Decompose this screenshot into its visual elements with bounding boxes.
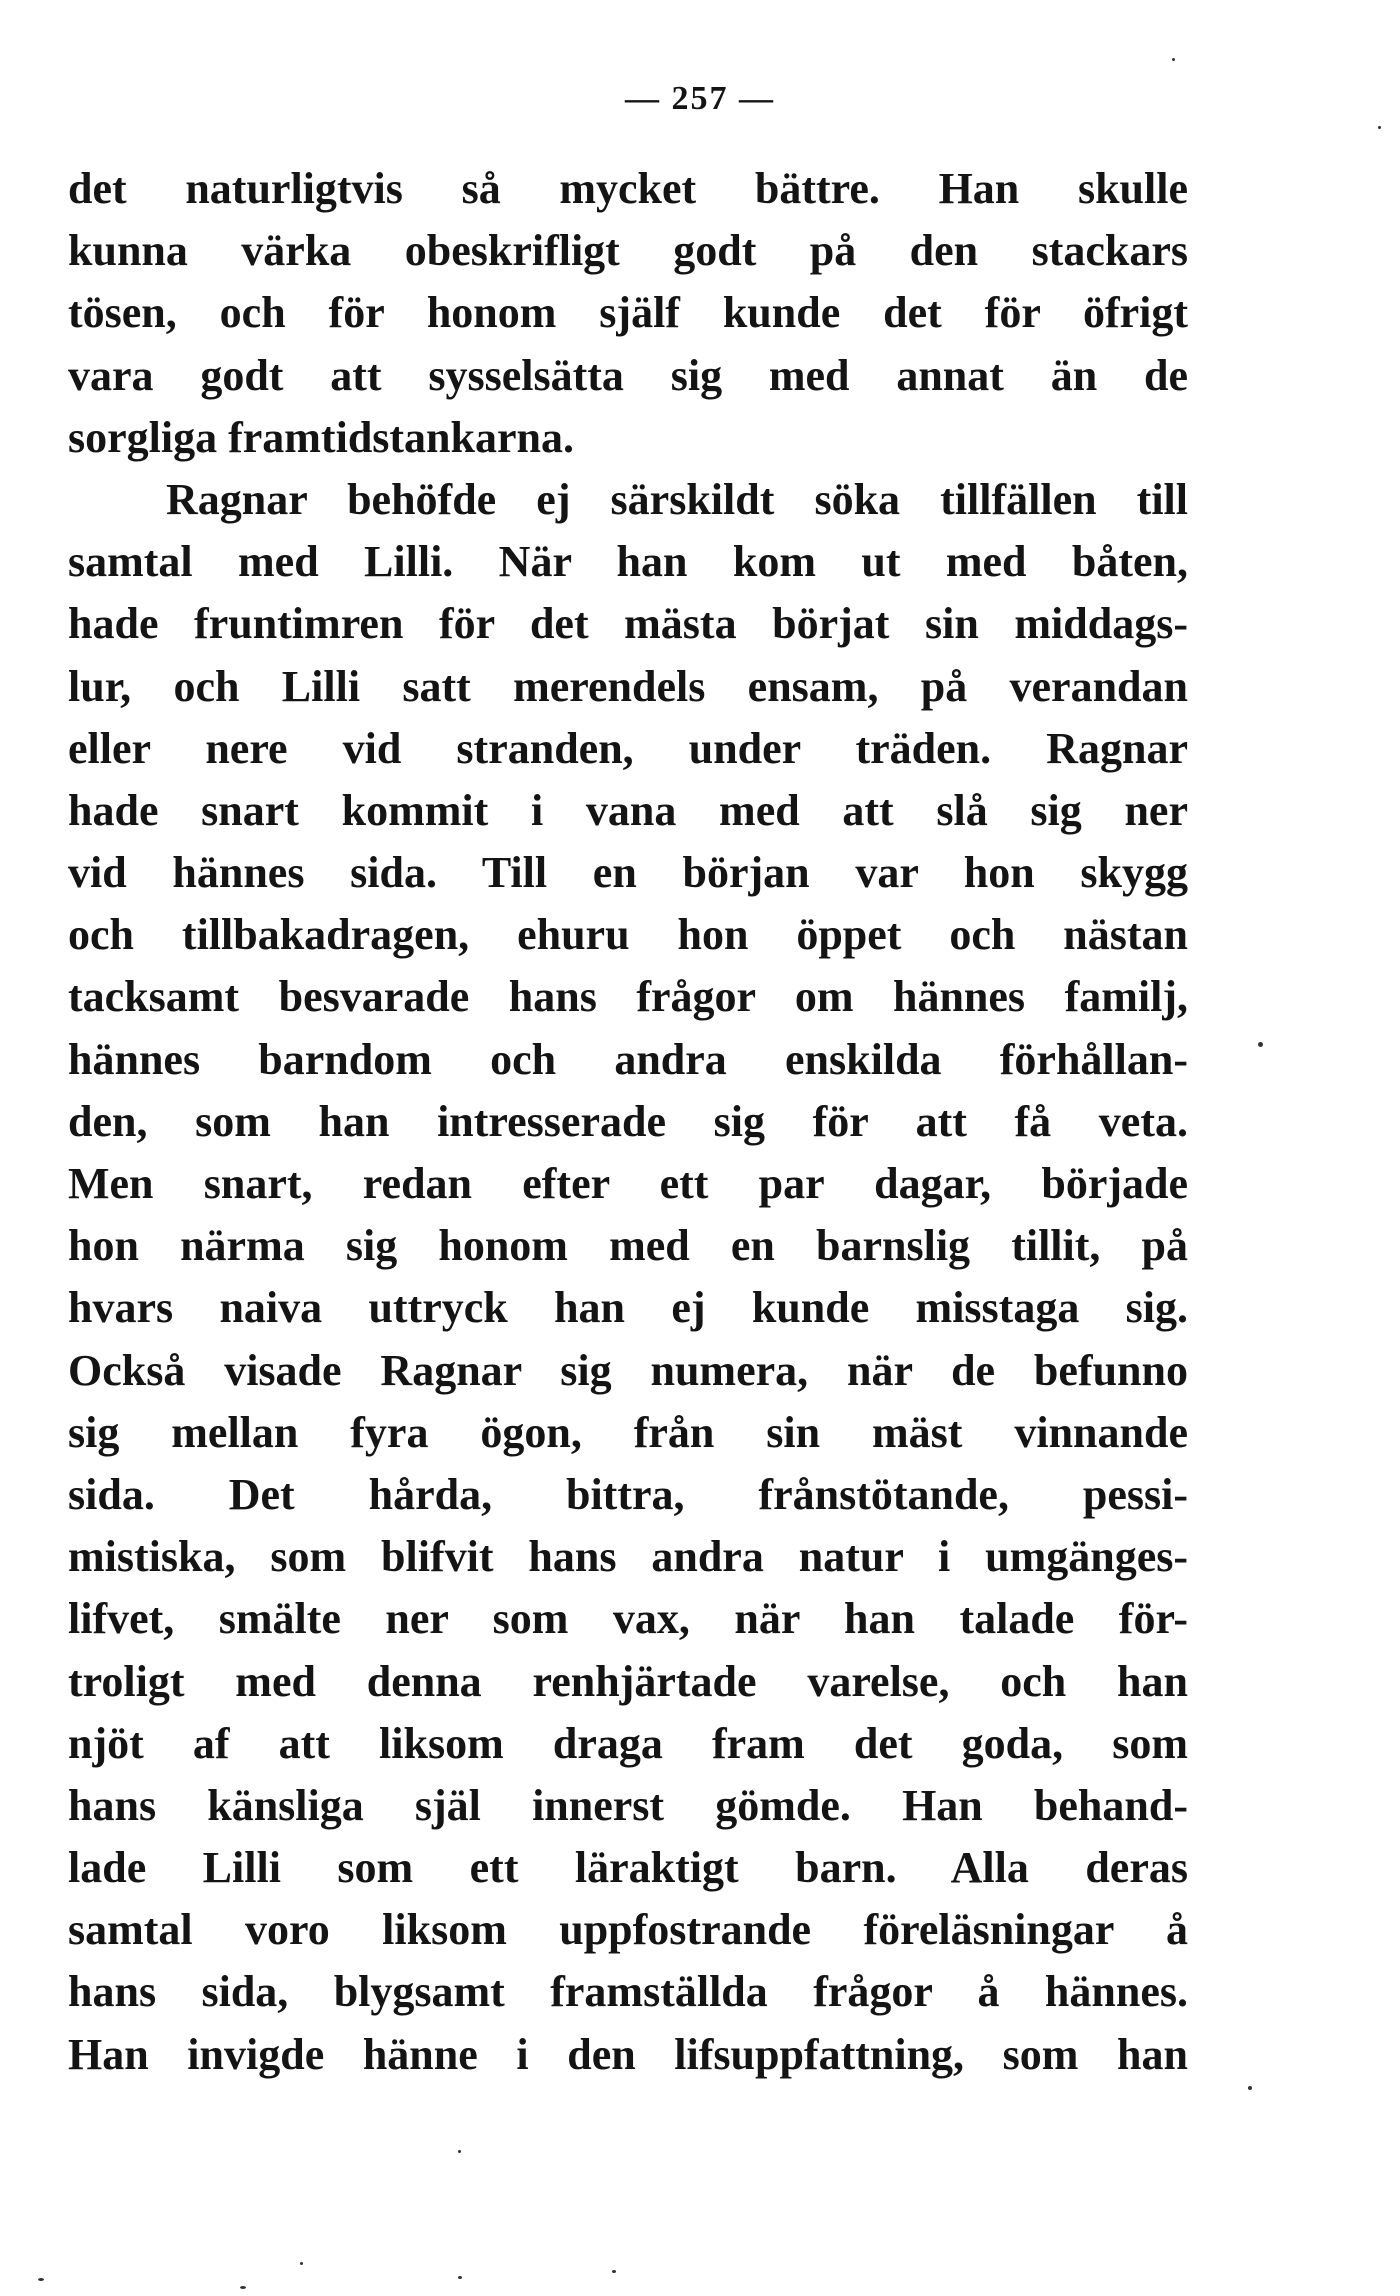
- body-text: [68, 158, 1188, 2086]
- text-line: det naturligtvis så mycket bättre. Han skulle: [68, 164, 1188, 213]
- text-line: Också visade Ragnar sig numera, när de befunno: [68, 1345, 1188, 1395]
- scan-speck: [1248, 2086, 1252, 2090]
- scan-speck: [300, 2262, 303, 2265]
- text-line: hade snart kommit i vana med att slå sig ner: [68, 785, 1188, 835]
- page-number: — 257 —: [625, 80, 775, 117]
- text-line: samtal med Lilli. När han kom ut med båten,: [68, 537, 1188, 587]
- text-line: vara godt att sysselsätta sig med annat än de: [68, 350, 1188, 400]
- scan-speck: [1378, 126, 1381, 129]
- text-line: tacksamt besvarade hans frågor om hännes familj,: [68, 972, 1188, 1022]
- text-line: Ragnar behöfde ej särskildt söka tillfällen till: [166, 474, 1188, 524]
- text-line: njöt af att liksom draga fram det goda, som: [68, 1718, 1188, 1768]
- text-line: troligt med denna renhjärtade varelse, och han: [68, 1656, 1188, 1706]
- text-line: och tillbakadragen, ehuru hon öppet och nästan: [68, 910, 1188, 960]
- text-line: sig mellan fyra ögon, från sin mäst vinnande: [68, 1407, 1188, 1457]
- text-line: hännes barndom och andra enskilda förhållan-: [68, 1034, 1188, 1084]
- text-line: sida. Det hårda, bittra, frånstötande, pessi-: [68, 1469, 1188, 1519]
- text-line: Han invigde hänne i den lifsuppfattning, som han: [68, 2029, 1188, 2079]
- text-line: Men snart, redan efter ett par dagar, började: [68, 1159, 1188, 1208]
- text-line: hans sida, blygsamt framställda frågor å hännes.: [68, 1967, 1188, 2017]
- scan-speck: [612, 2270, 616, 2273]
- text-line: mistiska, som blifvit hans andra natur i umgänges-: [68, 1532, 1188, 1582]
- scan-speck: [240, 2286, 246, 2289]
- text-line: hade fruntimren för det mästa börjat sin middags-: [68, 599, 1188, 649]
- text-line: kunna värka obeskrifligt godt på den stackars: [68, 226, 1188, 276]
- text-line: lur, och Lilli satt merendels ensam, på verandan: [68, 661, 1188, 711]
- text-line: lade Lilli som ett läraktigt barn. Alla deras: [68, 1843, 1188, 1893]
- text-line: den, som han intresserade sig för att få veta.: [68, 1096, 1188, 1146]
- text-line: lifvet, smälte ner som vax, när han talade för-: [68, 1594, 1188, 1644]
- text-line: eller nere vid stranden, under träden. Ragnar: [68, 723, 1188, 773]
- text-line: hon närma sig honom med en barnslig tillit, på: [68, 1221, 1188, 1271]
- text-line: sorgliga framtidstankarna.: [68, 412, 574, 462]
- text-line: tösen, och för honom själf kunde det för öfrigt: [68, 288, 1188, 338]
- scan-speck: [38, 2278, 44, 2281]
- text-line: samtal voro liksom uppfostrande föreläsningar å: [68, 1905, 1188, 1955]
- text-line: hvars naiva uttryck han ej kunde misstaga sig.: [68, 1283, 1188, 1333]
- scan-speck: [458, 2150, 461, 2153]
- scan-speck: [1258, 1042, 1263, 1047]
- scan-speck: [1172, 58, 1175, 61]
- text-line: vid hännes sida. Till en början var hon skygg: [68, 848, 1188, 898]
- scan-speck: [458, 2276, 462, 2279]
- text-line: hans känsliga själ innerst gömde. Han behand-: [68, 1780, 1188, 1830]
